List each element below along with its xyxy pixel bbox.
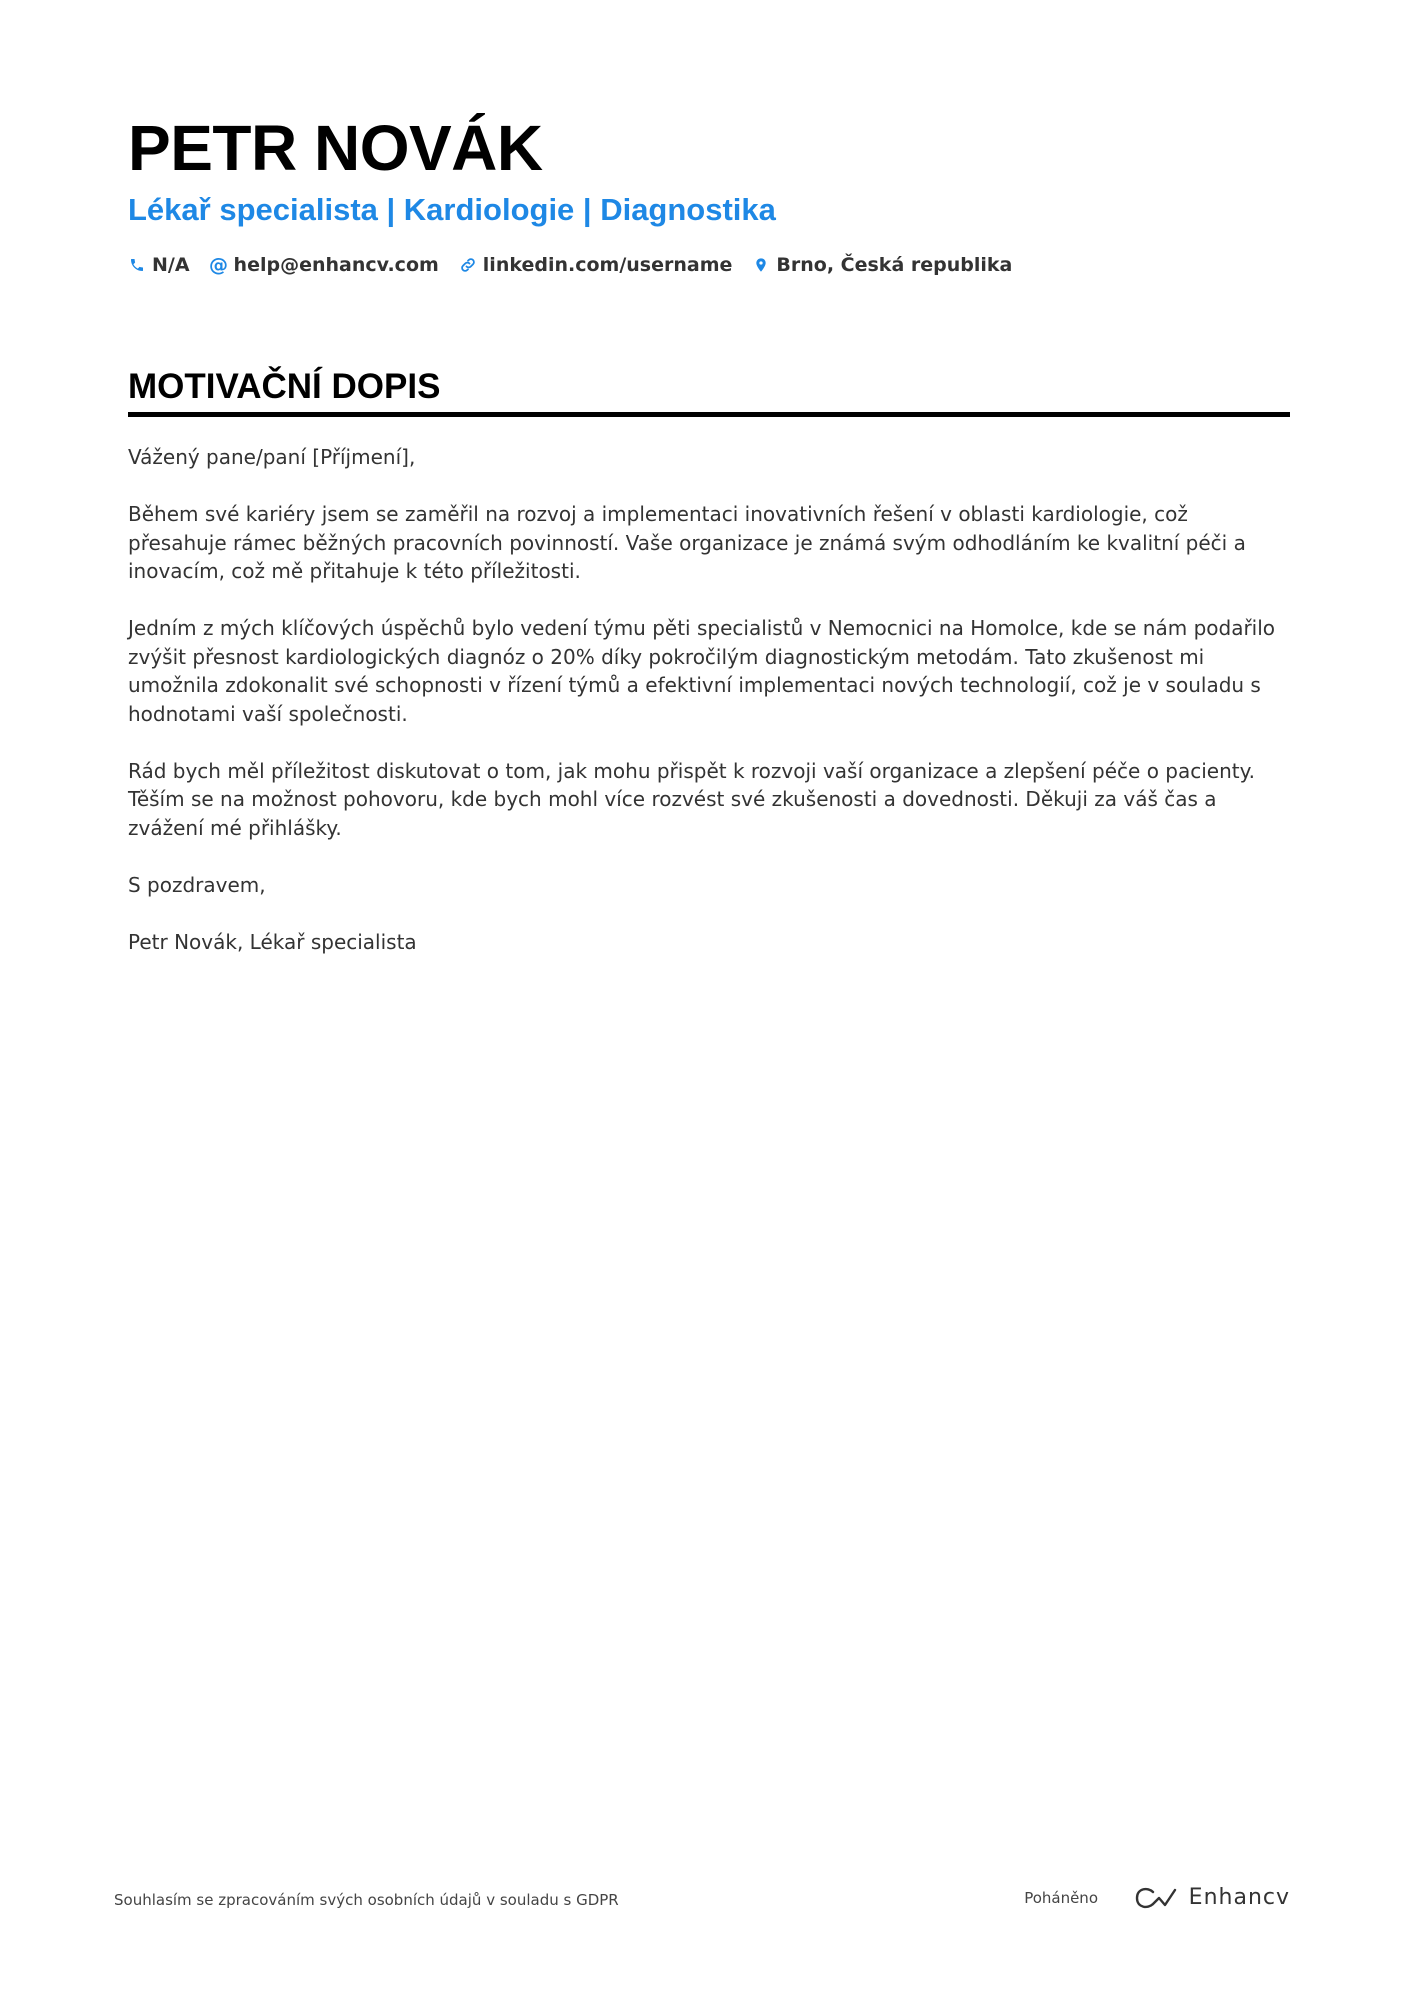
contact-link-text[interactable]: linkedin.com/username	[482, 254, 733, 276]
contact-location	[752, 252, 1012, 278]
map-pin-icon	[752, 256, 770, 274]
letter-paragraph-2: Jedním z mých klíčových úspěchů bylo vedení týmu pěti specialistů v Nemocnici na Homolce, kde se nám podařilo zvýšit přesnost kardiologických diagnóz o 20% díky pokročilým diagnostickým metodám. Tato zkušenost mi umožnila zdokonalit své schopnosti v řízení týmů a efektivní implementaci nových technologií, což je v souladu s hodnotami vaší společnosti.	[128, 616, 1276, 726]
gdpr-consent: Souhlasím se zpracováním svých osobních údajů v souladu s GDPR	[114, 1891, 619, 1909]
letter-greeting: Vážený pane/paní [Příjmení],	[128, 445, 416, 469]
letter-signature: Petr Novák, Lékař specialista	[128, 929, 417, 954]
candidate-name: PETR NOVÁK	[128, 112, 543, 184]
section-title: MOTIVAČNÍ DOPIS	[128, 367, 441, 406]
letter-body	[128, 443, 1290, 956]
link-icon	[459, 256, 477, 274]
candidate-title: Lékař specialista | Kardiologie | Diagnostika	[128, 192, 776, 227]
letter-closing: S pozdravem,	[128, 872, 266, 897]
footer	[114, 1880, 1290, 1920]
contact-location-text: Brno, Česká republika	[776, 254, 1013, 276]
contact-phone	[128, 252, 190, 278]
phone-icon	[128, 256, 146, 274]
contact-link[interactable]	[459, 252, 733, 278]
cover-letter-section	[128, 366, 1290, 985]
brand-name[interactable]: Enhancv	[1188, 1885, 1290, 1910]
contact-email[interactable]	[210, 252, 439, 278]
contact-phone-text: N/A	[152, 254, 190, 276]
letter-paragraph-1: Během své kariéry jsem se zaměřil na rozvoj a implementaci inovativních řešení v oblasti kardiologie, což přesahuje rámec běžných pracovních povinností. Vaše organizace je známá svým odhodláním ke kvalitní péči a inovacím, což mě přitahuje k této příležitosti.	[128, 502, 1246, 583]
section-divider	[128, 412, 1290, 417]
letter-paragraph-3: Rád bych měl příležitost diskutovat o tom, jak mohu přispět k rozvoji vaší organizace a zlepšení péče o pacienty. Těším se na možnost pohovoru, kde bych mohl více rozvést své zkušenosti a dovednosti. Děkuji za váš čas a zvážení mé přihlášky.	[128, 758, 1255, 840]
contact-row	[128, 252, 1290, 278]
powered-by-label: Poháněno	[1024, 1889, 1098, 1907]
brand-link[interactable]	[1133, 1880, 1290, 1916]
at-icon: @	[209, 254, 229, 276]
header	[128, 112, 1290, 278]
enhancv-logo-icon	[1133, 1885, 1179, 1911]
contact-email-text[interactable]: help@enhancv.com	[233, 254, 439, 276]
